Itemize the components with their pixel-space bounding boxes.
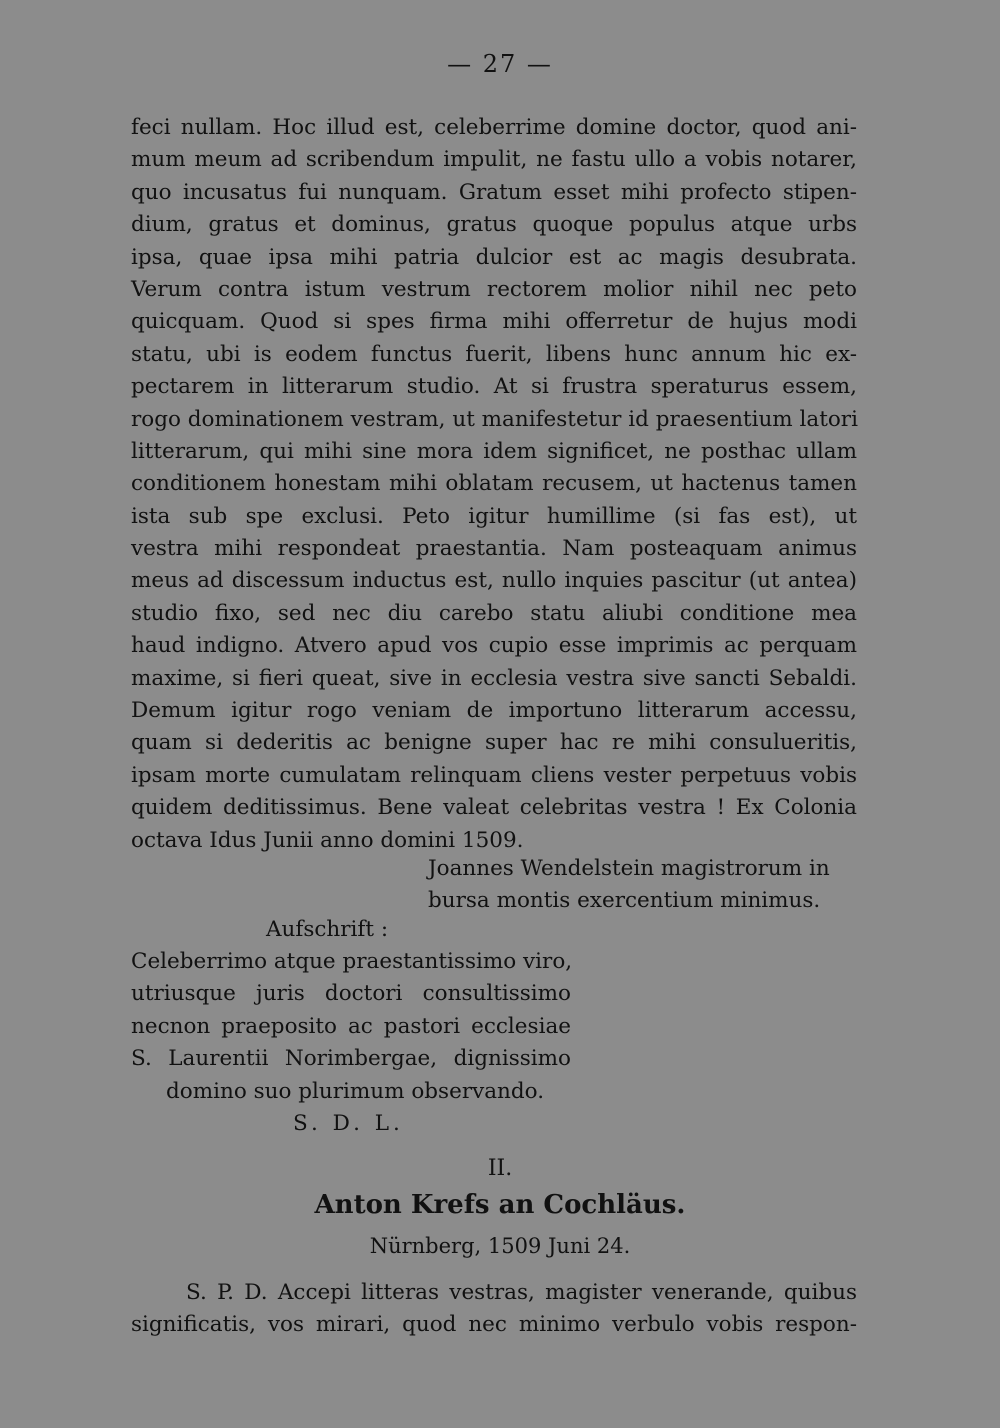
text-line: studio fixo, sed nec diu carebo statu aliubi conditione mea <box>131 600 857 626</box>
aufschrift-label: Aufschrift : <box>266 917 389 942</box>
section-title: Anton Krefs an Cochläus. <box>314 1190 686 1220</box>
signature-line: Joannes Wendelstein magistrorum in <box>428 856 830 881</box>
second-letter-body <box>131 1277 857 1342</box>
text-line: octava Idus Junii anno domini 1509. <box>131 827 524 853</box>
text-line: significatis, vos mirari, quod nec minimo verbulo vobis respon- <box>131 1312 857 1338</box>
text-line: S. P. D. Accepi litteras vestras, magister venerande, quibus <box>186 1280 857 1305</box>
text-line: rogo dominationem vestram, ut manifestetur id praesentium latori <box>131 406 858 432</box>
address-line: utriusque juris doctori consultissimo <box>131 981 571 1007</box>
text-line: ista sub spe exclusi. Peto igitur humillime (si fas est), ut <box>131 503 857 529</box>
text-line: litterarum, qui mihi sine mora idem significet, ne posthac ullam <box>131 438 857 464</box>
section-number: II. <box>487 1156 513 1181</box>
address-closing: S. D. L. <box>293 1110 404 1136</box>
text-line: quam si dederitis ac benigne super hac re mihi consulueritis, <box>131 730 857 756</box>
text-line: mum meum ad scribendum impulit, ne fastu ullo a vobis notarer, <box>131 147 857 173</box>
page-number-header: — 27 — <box>447 50 553 78</box>
letter-body <box>131 112 857 857</box>
text-line: conditionem honestam mihi oblatam recusem, ut hactenus tamen <box>131 471 857 497</box>
text-line: ipsam morte cumulatam relinquam cliens vester perpetuus vobis <box>131 762 857 788</box>
text-line: quidem deditissimus. Bene valeat celebritas vestra ! Ex Colonia <box>131 795 857 821</box>
section-place-date: Nürnberg, 1509 Juni 24. <box>369 1234 631 1258</box>
text-line: maxime, si fieri queat, sive in ecclesia vestra sive sancti Sebaldi. <box>131 665 857 691</box>
address-line: S. Laurentii Norimbergae, dignissimo <box>131 1046 571 1072</box>
signature-block <box>428 853 828 918</box>
text-line: haud indigno. Atvero apud vos cupio esse imprimis ac perquam <box>131 633 857 659</box>
text-line: dium, gratus et dominus, gratus quoque populus atque urbs <box>131 212 857 238</box>
text-line: feci nullam. Hoc illud est, celeberrime domine doctor, quod ani- <box>131 115 857 140</box>
text-line: Demum igitur rogo veniam de importuno litterarum accessu, <box>131 698 857 724</box>
address-line: necnon praeposito ac pastori ecclesiae <box>131 1013 571 1039</box>
text-line: ipsa, quae ipsa mihi patria dulcior est ac magis desubrata. <box>131 244 857 270</box>
address-block <box>131 946 571 1140</box>
text-line: meus ad discessum inductus est, nullo inquies pascitur (ut antea) <box>131 568 857 594</box>
text-line: vestra mihi respondeat praestantia. Nam posteaquam animus <box>131 536 857 562</box>
address-line: domino suo plurimum observando. <box>166 1078 545 1104</box>
signature-line: bursa montis exercentium minimus. <box>428 888 821 914</box>
text-line: quo incusatus fui nunquam. Gratum esset mihi profecto stipen- <box>131 179 857 205</box>
text-line: quicquam. Quod si spes firma mihi offerretur de hujus modi <box>131 309 857 335</box>
text-line: pectarem in litterarum studio. At si frustra speraturus essem, <box>131 374 857 400</box>
address-line: Celeberrimo atque praestantissimo viro, <box>131 949 573 974</box>
text-line: statu, ubi is eodem functus fuerit, libens hunc annum hic ex- <box>131 341 857 367</box>
text-line: Verum contra istum vestrum rectorem molior nihil nec peto <box>131 276 857 302</box>
